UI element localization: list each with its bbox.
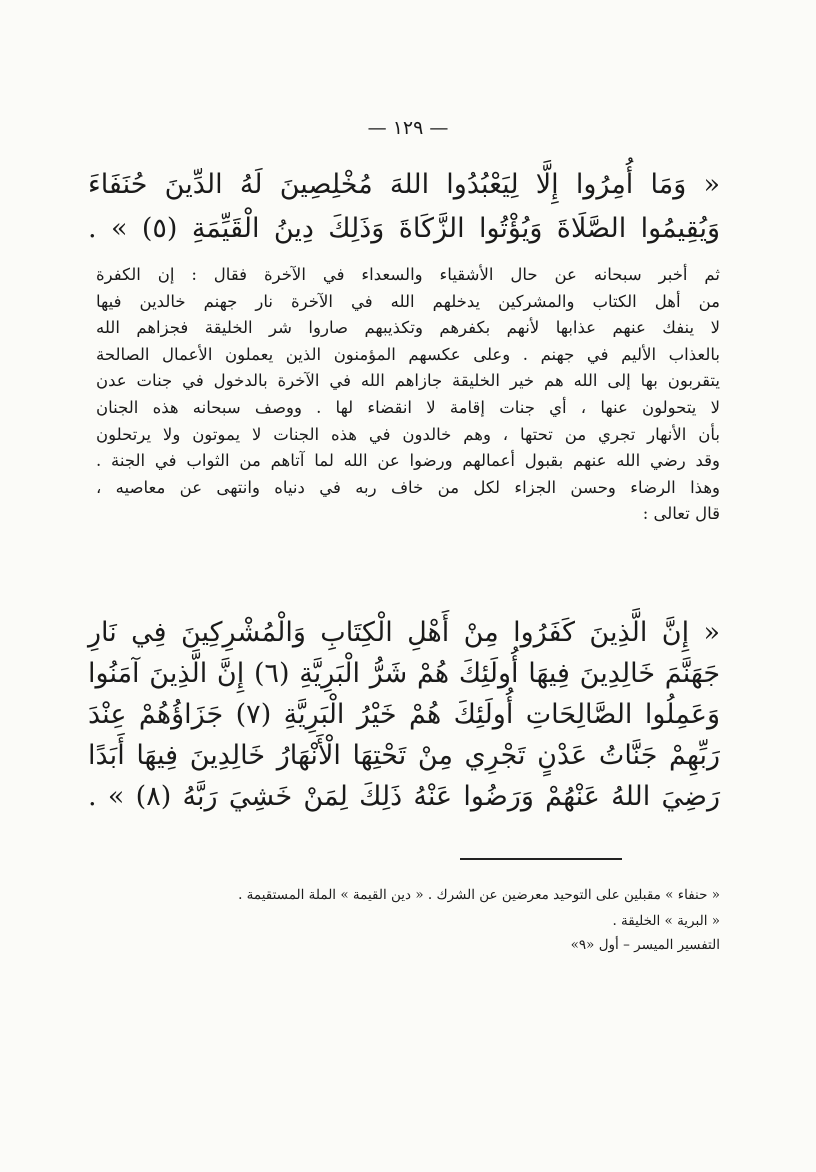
commentary-line: ثم أخبر سبحانه عن حال الأشقياء والسعداء في الآخرة فقال : إن الكفرة: [96, 265, 720, 284]
quran-verse-block-1: [88, 163, 720, 251]
verse-line: جَهَنَّمَ خَالِدِينَ فِيهَا أُولَئِكَ هُمْ شَرُّ الْبَرِيَّةِ (٦) إِنَّ الَّذِينَ آمَنُوا: [88, 658, 721, 689]
commentary-line: وقد رضي الله عنهم بقبول أعمالهم ورضوا عن الله لما آتاهم من الثواب في الجنة .: [96, 451, 720, 471]
footnotes: [96, 882, 720, 934]
commentary-line: يتقربون بها إلى الله هم خير الخليقة جازاهم الله في الآخرة بالدخول في جنات عدن: [96, 371, 720, 391]
printer-signature: التفسير الميسر – أول «٩»: [570, 937, 720, 953]
page-number: — ١٢٩ —: [367, 117, 449, 139]
commentary-line: لا يتحولون عنها ، أي جنات إقامة لا انقضاء لها . ووصف سبحانه هذه الجنان: [96, 397, 720, 417]
footnote-line: « البرية » الخليقة .: [612, 913, 720, 929]
commentary-line: بالعذاب الأليم في جهنم . وعلى عكسهم المؤمنون الذين يعملون الأعمال الصالحة: [96, 344, 720, 364]
quran-verse-block-2: [88, 612, 720, 817]
footnote-line: « حنفاء » مقبلين على التوحيد معرضين عن الشرك . « دين القيمة » الملة المستقيمة .: [238, 887, 720, 903]
footnote-divider: [460, 858, 622, 860]
commentary-line: لا ينفك عنهم عذابها لأنهم بكفرهم وتكذيبهم صاروا شر الخليقة فجزاهم الله: [96, 318, 720, 338]
commentary-line: قال تعالى :: [642, 504, 720, 524]
verse-line: « وَمَا أُمِرُوا إِلَّا لِيَعْبُدُوا اللهَ مُخْلِصِينَ لَهُ الدِّينَ حُنَفَاءَ: [88, 169, 720, 200]
commentary-line: بأن الأنهار تجري من تحتها ، وهم خالدون في هذه الجنات لا يموتون ولا يرتحلون: [96, 424, 720, 444]
verse-line: « إِنَّ الَّذِينَ كَفَرُوا مِنْ أَهْلِ الْكِتَابِ وَالْمُشْرِكِينَ فِي نَارِ: [88, 617, 720, 648]
commentary-line: وهذا الرضاء وحسن الجزاء لكل من خاف ربه في دنياه وانتهى عن معاصيه ،: [96, 477, 720, 497]
verse-line: رَبِّهِمْ جَنَّاتُ عَدْنٍ تَجْرِي مِنْ تَحْتِهَا الْأَنْهَارُ خَالِدِينَ فِيهَا أَبَدًا: [88, 740, 720, 771]
verse-line: وَعَمِلُوا الصَّالِحَاتِ أُولَئِكَ هُمْ خَيْرُ الْبَرِيَّةِ (٧) جَزَاؤُهُمْ عِنْدَ: [88, 699, 721, 730]
verse-line: رَضِيَ اللهُ عَنْهُمْ وَرَضُوا عَنْهُ ذَلِكَ لِمَنْ خَشِيَ رَبَّهُ (٨) » .: [88, 781, 721, 812]
commentary-paragraph: [96, 262, 720, 528]
verse-line: وَيُقِيمُوا الصَّلَاةَ وَيُؤْتُوا الزَّكَاةَ وَذَلِكَ دِينُ الْقَيِّمَةِ (٥) » .: [88, 213, 720, 244]
commentary-line: من أهل الكتاب والمشركين يدخلهم الله في الآخرة نار جهنم خالدين فيها: [96, 291, 720, 311]
